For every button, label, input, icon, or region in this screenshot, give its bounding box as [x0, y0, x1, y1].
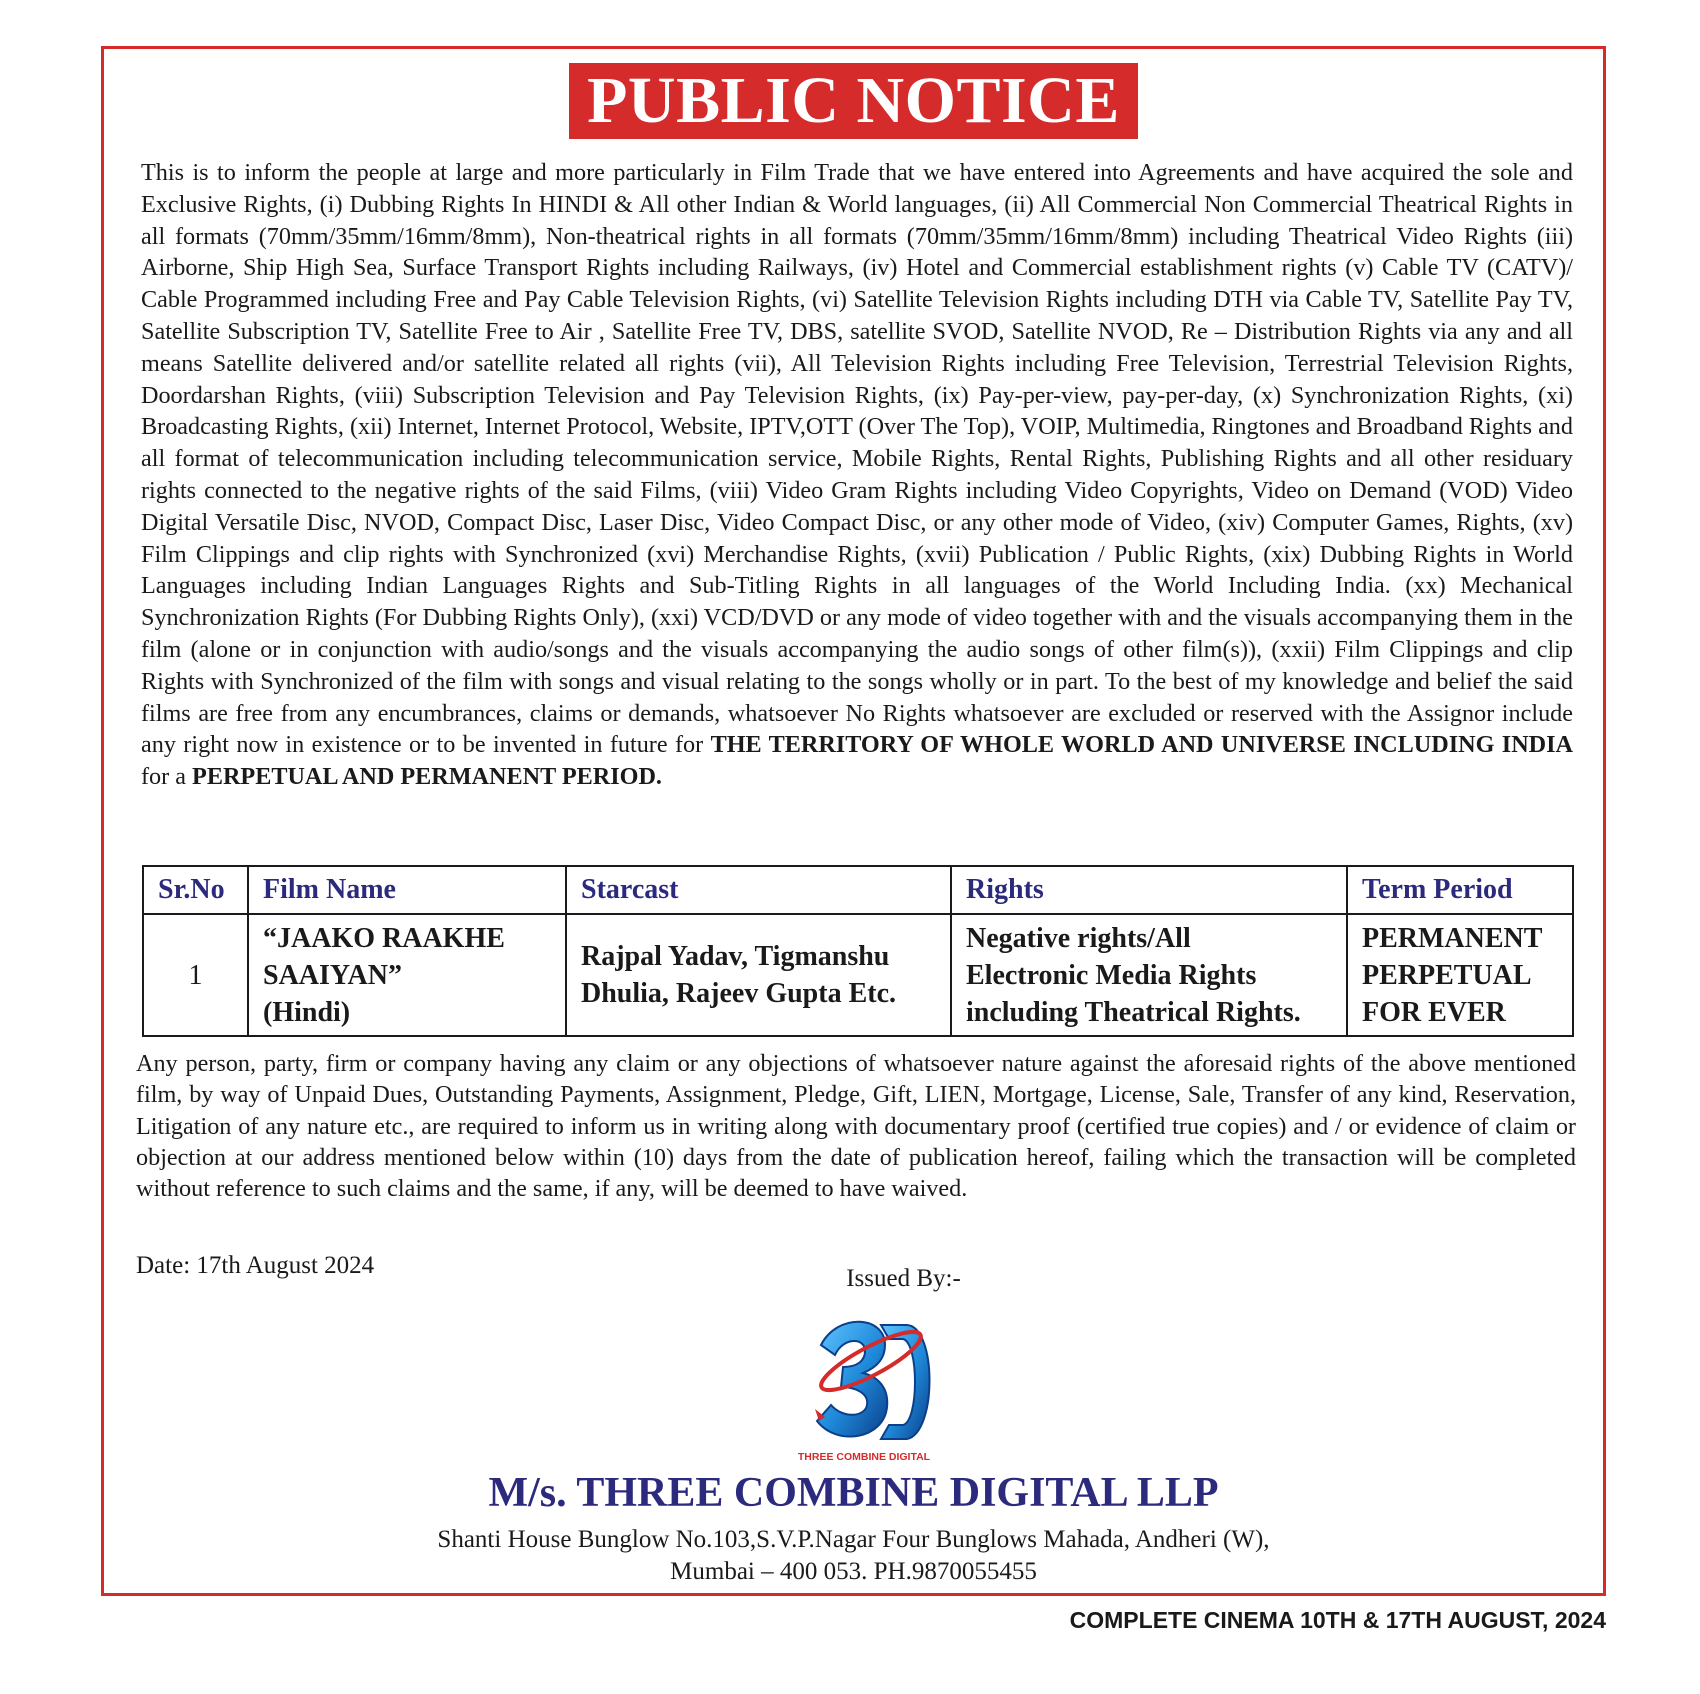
address-line-1: Shanti House Bunglow No.103,S.V.P.Nagar Four Bunglows Mahada, Andheri (W),: [437, 1526, 1270, 1553]
notice-date: Date: 17th August 2024: [136, 1252, 375, 1279]
notice-frame: [101, 46, 1606, 1596]
term-line: PERMANENT: [1362, 922, 1543, 954]
three-combine-digital-logo-icon: [789, 1305, 939, 1465]
cell-sr-no: 1: [143, 914, 248, 1036]
starcast-line: Rajpal Yadav, Tigmanshu: [581, 941, 890, 972]
table-header-row: [143, 866, 1573, 914]
film-name-line: “JAAKO RAAKHE: [263, 922, 505, 954]
term-line: FOR EVER: [1362, 996, 1506, 1028]
cell-rights: [951, 914, 1347, 1036]
intro-mid: for a: [141, 763, 193, 791]
publication-footer: COMPLETE CINEMA 10TH & 17TH AUGUST, 2024: [1069, 1607, 1606, 1633]
film-name-line: SAAIYAN”: [263, 959, 403, 991]
address-line-2: Mumbai – 400 053. PH.9870055455: [670, 1558, 1037, 1585]
logo-text: THREE COMBINE DIGITAL: [797, 1451, 931, 1463]
header-sr-no: Sr.No: [143, 866, 248, 914]
notice-title: PUBLIC NOTICE: [569, 63, 1138, 139]
claims-paragraph: Any person, party, firm or company having any claim or any objections of whatsoever nature against the aforesaid rights of the above mentioned film, by way of Unpaid Dues, Outstanding Payments, Assignment, Pledge, Gift, LIEN, Mortgage, License, Sale, Transfer of any kind, Reservation, Litigation of any nature etc., are required to inform us in writing along with documentary proof (certified true copies) and / or evidence of claim or objection at our address mentioned below within (10) days from the date of publication hereof, failing which the transaction will be completed without reference to such claims and the same, if any, will be deemed to have waived.: [136, 1050, 1576, 1203]
rights-line: including Theatrical Rights.: [966, 996, 1301, 1028]
company-address: [104, 1524, 1603, 1588]
company-name: M/s. THREE COMBINE DIGITAL LLP: [488, 1470, 1219, 1516]
header-starcast: Starcast: [566, 866, 951, 914]
films-table: [142, 865, 1574, 1037]
cell-film-name: [248, 914, 566, 1036]
cell-term-period: [1347, 914, 1573, 1036]
intro-paragraph: [141, 157, 1573, 793]
intro-territory: THE TERRITORY OF WHOLE WORLD AND UNIVERSE INCLUDING INDIA: [710, 731, 1574, 759]
cell-starcast: [566, 914, 951, 1036]
intro-period: PERPETUAL AND PERMANENT PERIOD.: [192, 763, 662, 791]
rights-line: Negative rights/All: [966, 922, 1191, 954]
header-film-name: Film Name: [248, 866, 566, 914]
term-line: PERPETUAL: [1362, 959, 1532, 991]
header-term-period: Term Period: [1347, 866, 1573, 914]
intro-text: This is to inform the people at large and more particularly in Film Trade that we have entered into Agreements and have acquired the sole and Exclusive Rights, (i) Dubbing Rights In HINDI & All other Indian & World languages, (ii) All Commercial Non Commercial Theatrical Rights in all formats (70mm/35mm/16mm/8mm), Non-theatrical rights in all formats (70mm/35mm/16mm/8mm) including Theatrical Video Rights (iii) Airborne, Ship High Sea, Surface Transport Rights including Railways, (iv) Hotel and Commercial establishment rights (v) Cable TV (CATV)/ Cable Programmed including Free and Pay Cable Television Rights, (vi) Satellite Television Rights including DTH via Cable TV, Satellite Pay TV, Satellite Subscription TV, Satellite Free to Air , Satellite Free TV, DBS, satellite SVOD, Satellite NVOD, Re – Distribution Rights via any and all means Satellite delivered and/or satellite related all rights (vii), All Television Rights including Free Television, Terrestrial Television Rights, Doordarshan Rights, (viii) Subscription Television and Pay Television Rights, (ix) Pay-per-view, pay-per-day, (x) Synchronization Rights, (xi) Broadcasting Rights, (xii) Internet, Internet Protocol, Website, IPTV,OTT (Over The Top), VOIP, Multimedia, Ringtones and Broadband Rights and all format of telecommunication including telecommunication service, Mobile Rights, Rental Rights, Publishing Rights and all other residuary rights connected to the negative rights of the said Films, (viii) Video Gram Rights including Video Copyrights, Video on Demand (VOD) Video Digital Versatile Disc, NVOD, Compact Disc, Laser Disc, Video Compact Disc, or any other mode of Video, (xiv) Computer Games, Rights, (xv) Film Clippings and clip rights with Synchronized (xvi) Merchandise Rights, (xvii) Publication / Public Rights, (xix) Dubbing Rights in World Languages including Indian Languages Rights and Sub-Titling Rights in all languages of the World Including India. (xx) Mechanical Synchronization Rights (For Dubbing Rights Only), (xxi) VCD/DVD or any mode of video together with and the visuals accompanying them in the film (alone or in conjunction with audio/songs and the visuals accompanying the audio songs of other film(s)), (xxii) Film Clippings and clip Rights with Synchronized of the film with songs and visual relating to the songs wholly or in part. To the best of my knowledge and belief the said films are free from any encumbrances, claims or demands, whatsoever No Rights whatsoever are excluded or reserved with the Assignor include any right now in existence or to be invented in future for: [141, 159, 1573, 759]
issued-by: Issued By:-: [846, 1265, 961, 1292]
starcast-line: Dhulia, Rajeev Gupta Etc.: [581, 978, 896, 1009]
table-row: [143, 914, 1573, 1036]
film-language: (Hindi): [263, 996, 351, 1028]
header-rights: Rights: [951, 866, 1347, 914]
rights-line: Electronic Media Rights: [966, 959, 1257, 991]
title-wrap: [104, 63, 1603, 139]
